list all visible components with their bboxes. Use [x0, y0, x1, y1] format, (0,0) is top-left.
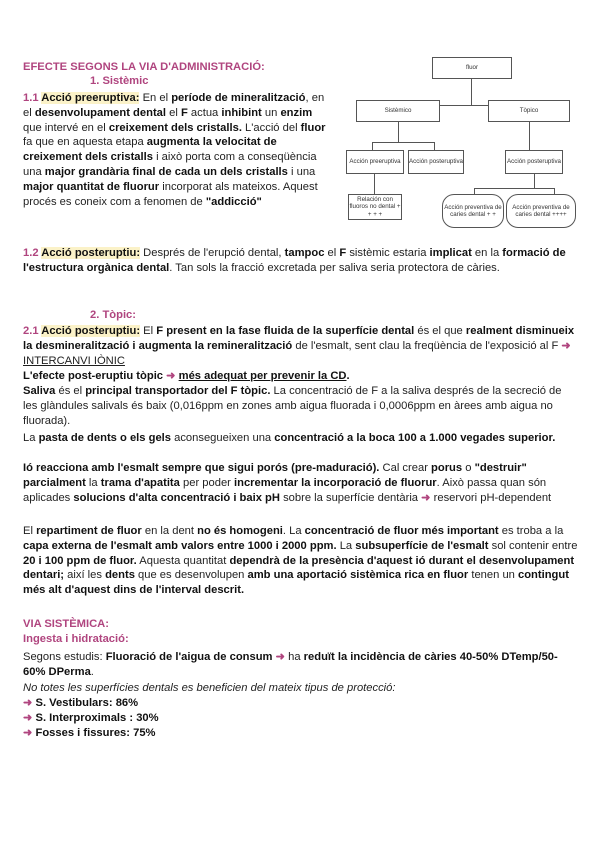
- diagram-root: fluor: [432, 57, 512, 79]
- diagram-relacion: Relación con fluoros no dental + + + +: [348, 194, 402, 220]
- arrow-icon: ➜: [23, 712, 33, 724]
- para-saliva: Saliva és el principal transportador del F tòpic. La concentració de F a la saliva després de la secreció de les glàndules salivals és baix (0,016ppm en zones amb aigua fluorada i 0,0006ppm en àrees amb aigua no fluorada).: [23, 385, 562, 427]
- list-item: ➜ S. Vestibulars: 86%: [23, 697, 139, 709]
- list-item: ➜ Fosses i fissures: 75%: [23, 727, 156, 739]
- list-item: ➜ S. Interproximals : 30%: [23, 712, 159, 724]
- para-repartiment: El repartiment de fluor en la dent no és homogeni. La concentració de fluor més important es troba a la capa externa de l'esmalt amb valors entre 1000 i 2000 ppm. La subsuperfície de l'esmalt sol contenir entre 20 i 100 ppm de fluor. Aquesta quantitat dependrà de la presència d'aquest ió durant el desenvolupament dentari; així les dents que es desenvolupen amb una aportació sistèmica rica en fluor tenen un contingut més alt d'aquest dins de l'interval descrit.: [23, 525, 578, 597]
- arrow-icon: ➜: [421, 491, 431, 504]
- arrow-icon: ➜: [23, 727, 33, 739]
- diagram-post2: Acción posteruptiva: [505, 150, 563, 174]
- para-estudis: Segons estudis: Fluoració de l'aigua de consum ➜ ha reduït la incidència de càries 40-50% DTemp/50-60% DPerma.: [23, 651, 558, 678]
- arrow-icon: ➜: [275, 651, 285, 663]
- para-1-1: 1.1 Acció preeruptiva: En el període de mineralització, en el desenvolupament dental el F actua inhibint un enzim que intervé en el creixement dels cristalls. L'acció del fluor fa que en aquesta etapa augmenta la velocitat de creixement dels cristalls i això porta com a conseqüència una major grandària final de cada un dels cristalls i una major quantitat de fluorur incorporat als mateixos. Aquest procés es coneix com a fenomen de "addicció": [23, 92, 326, 208]
- para-superficies: No totes les superfícies dentals es beneficien del mateix tipus de protecció:: [23, 682, 396, 694]
- via-subtitle: Ingesta i hidratació:: [23, 633, 129, 645]
- via-title: VIA SISTÈMICA:: [23, 618, 109, 630]
- page-title: EFECTE SEGONS LA VIA D'ADMINISTRACIÓ:: [23, 61, 265, 73]
- para-2-1: 2.1 Acció posteruptiu: El F present en la fase fluida de la superfície dental és el que realment disminueix la desmineralització i augmenta la remineralització de l'esmalt, sent clau la freqüència de l'exposició al F ➜ INTERCANVI IÒNIC: [23, 325, 575, 367]
- para-pasta: La pasta de dents o els gels aconsegueixen una concentració a la boca 100 a 1.000 vegades superior.: [23, 432, 556, 444]
- para-io: Ió reacciona amb l'esmalt sempre que sigui porós (pre-maduració). Cal crear porus o "destruir" parcialment la trama d'apatita per poder incrementar la incorporació de fluorur. Això passa quan són aplicades solucions d'alta concentració i baix pH sobre la superfície dentària ➜ reservori pH-dependent: [23, 462, 552, 504]
- arrow-icon: ➜: [561, 339, 571, 352]
- section-topic: 2. Tòpic:: [90, 309, 136, 321]
- line-efecte: L'efecte post-eruptiu tòpic ➜ més adequat per prevenir la CD.: [23, 370, 350, 382]
- diagram-topic: Tòpico: [488, 100, 570, 122]
- diagram-sistemic: Sistèmico: [356, 100, 440, 122]
- diagram-prev2: Acción preventiva de caries dental ++++: [506, 194, 576, 228]
- arrow-icon: ➜: [23, 697, 33, 709]
- diagram-pre: Acción preeruptiva: [346, 150, 404, 174]
- diagram-post1: Acción posteruptiva: [408, 150, 464, 174]
- para-1-2: 1.2 Acció posteruptiu: Després de l'erupció dental, tampoc el F sistèmic estaria implicat en la formació de l'estructura orgànica dental. Tan sols la fracció excretada per saliva seria protectora de càries.: [23, 247, 566, 274]
- arrow-icon: ➜: [166, 370, 176, 382]
- diagram-prev: Acción preventiva de caries dental + +: [442, 194, 504, 228]
- section-sistemic: 1. Sistèmic: [90, 75, 149, 87]
